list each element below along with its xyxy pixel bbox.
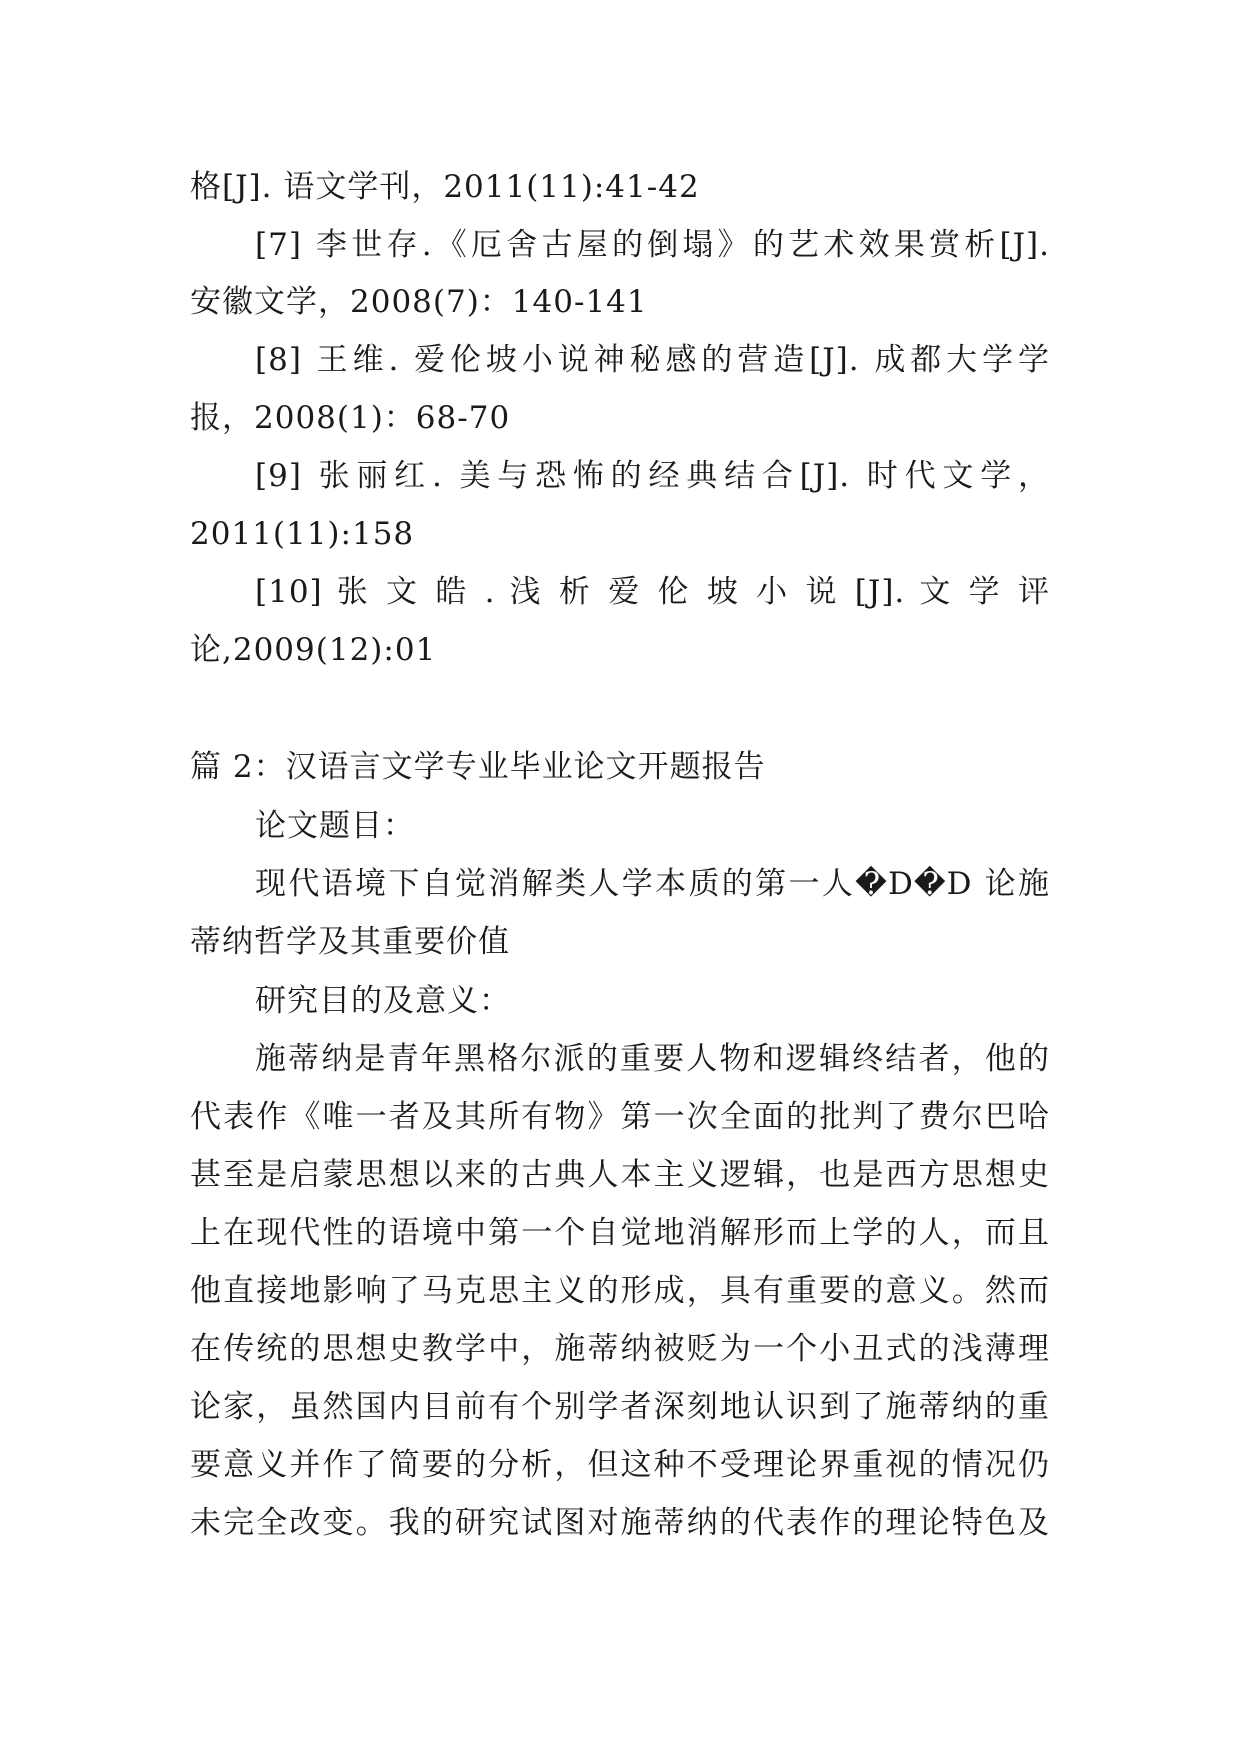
topic-title-line-1: 现代语境下自觉消解类人学本质的第一人�D�D 论施 [255,866,1050,902]
reference-7-line-2: 安徽文学，2008(7)：140-141 [190,284,648,320]
reference-9-line-1: [9] 张丽红. 美与恐怖的经典结合[J]. 时代文学， [255,458,1050,494]
body-line: 代表作《唯一者及其所有物》第一次全面的批判了费尔巴哈 [190,1099,1050,1135]
body-line: 要意义并作了简要的分析，但这种不受理论界重视的情况仍 [190,1447,1050,1483]
section-heading: 篇 2：汉语言文学专业毕业论文开题报告 [190,749,766,785]
topic-label: 论文题目： [255,808,415,844]
body-line: 甚至是启蒙思想以来的古典人本主义逻辑，也是西方思想史 [190,1157,1050,1193]
body-line: 他直接地影响了马克思主义的形成，具有重要的意义。然而 [190,1273,1050,1309]
body-line: 未完全改变。我的研究试图对施蒂纳的代表作的理论特色及 [190,1505,1050,1541]
reference-9-line-2: 2011(11):158 [190,516,415,552]
body-line: 在传统的思想史教学中，施蒂纳被贬为一个小丑式的浅薄理 [190,1331,1050,1367]
purpose-label: 研究目的及意义： [255,983,511,1019]
body-line: 施蒂纳是青年黑格尔派的重要人物和逻辑终结者，他的 [255,1041,1050,1077]
body-line: 论家，虽然国内目前有个别学者深刻地认识到了施蒂纳的重 [190,1389,1050,1425]
reference-8-line-2: 报，2008(1)：68-70 [190,400,511,436]
reference-7-line-1: [7] 李世存.《厄舍古屋的倒塌》的艺术效果赏析[J]. [255,227,1050,263]
topic-title-line-2: 蒂纳哲学及其重要价值 [190,924,510,960]
reference-10-line-1: [10] 张 文 皓 . 浅 析 爱 伦 坡 小 说 [J]. 文 学 评 [255,574,1050,610]
reference-6-tail: 格[J]. 语文学刊，2011(11):41-42 [190,169,700,205]
reference-10-line-2: 论,2009(12):01 [190,632,437,668]
reference-8-line-1: [8] 王维. 爱伦坡小说神秘感的营造[J]. 成都大学学 [255,342,1050,378]
body-line: 上在现代性的语境中第一个自觉地消解形而上学的人，而且 [190,1215,1050,1251]
